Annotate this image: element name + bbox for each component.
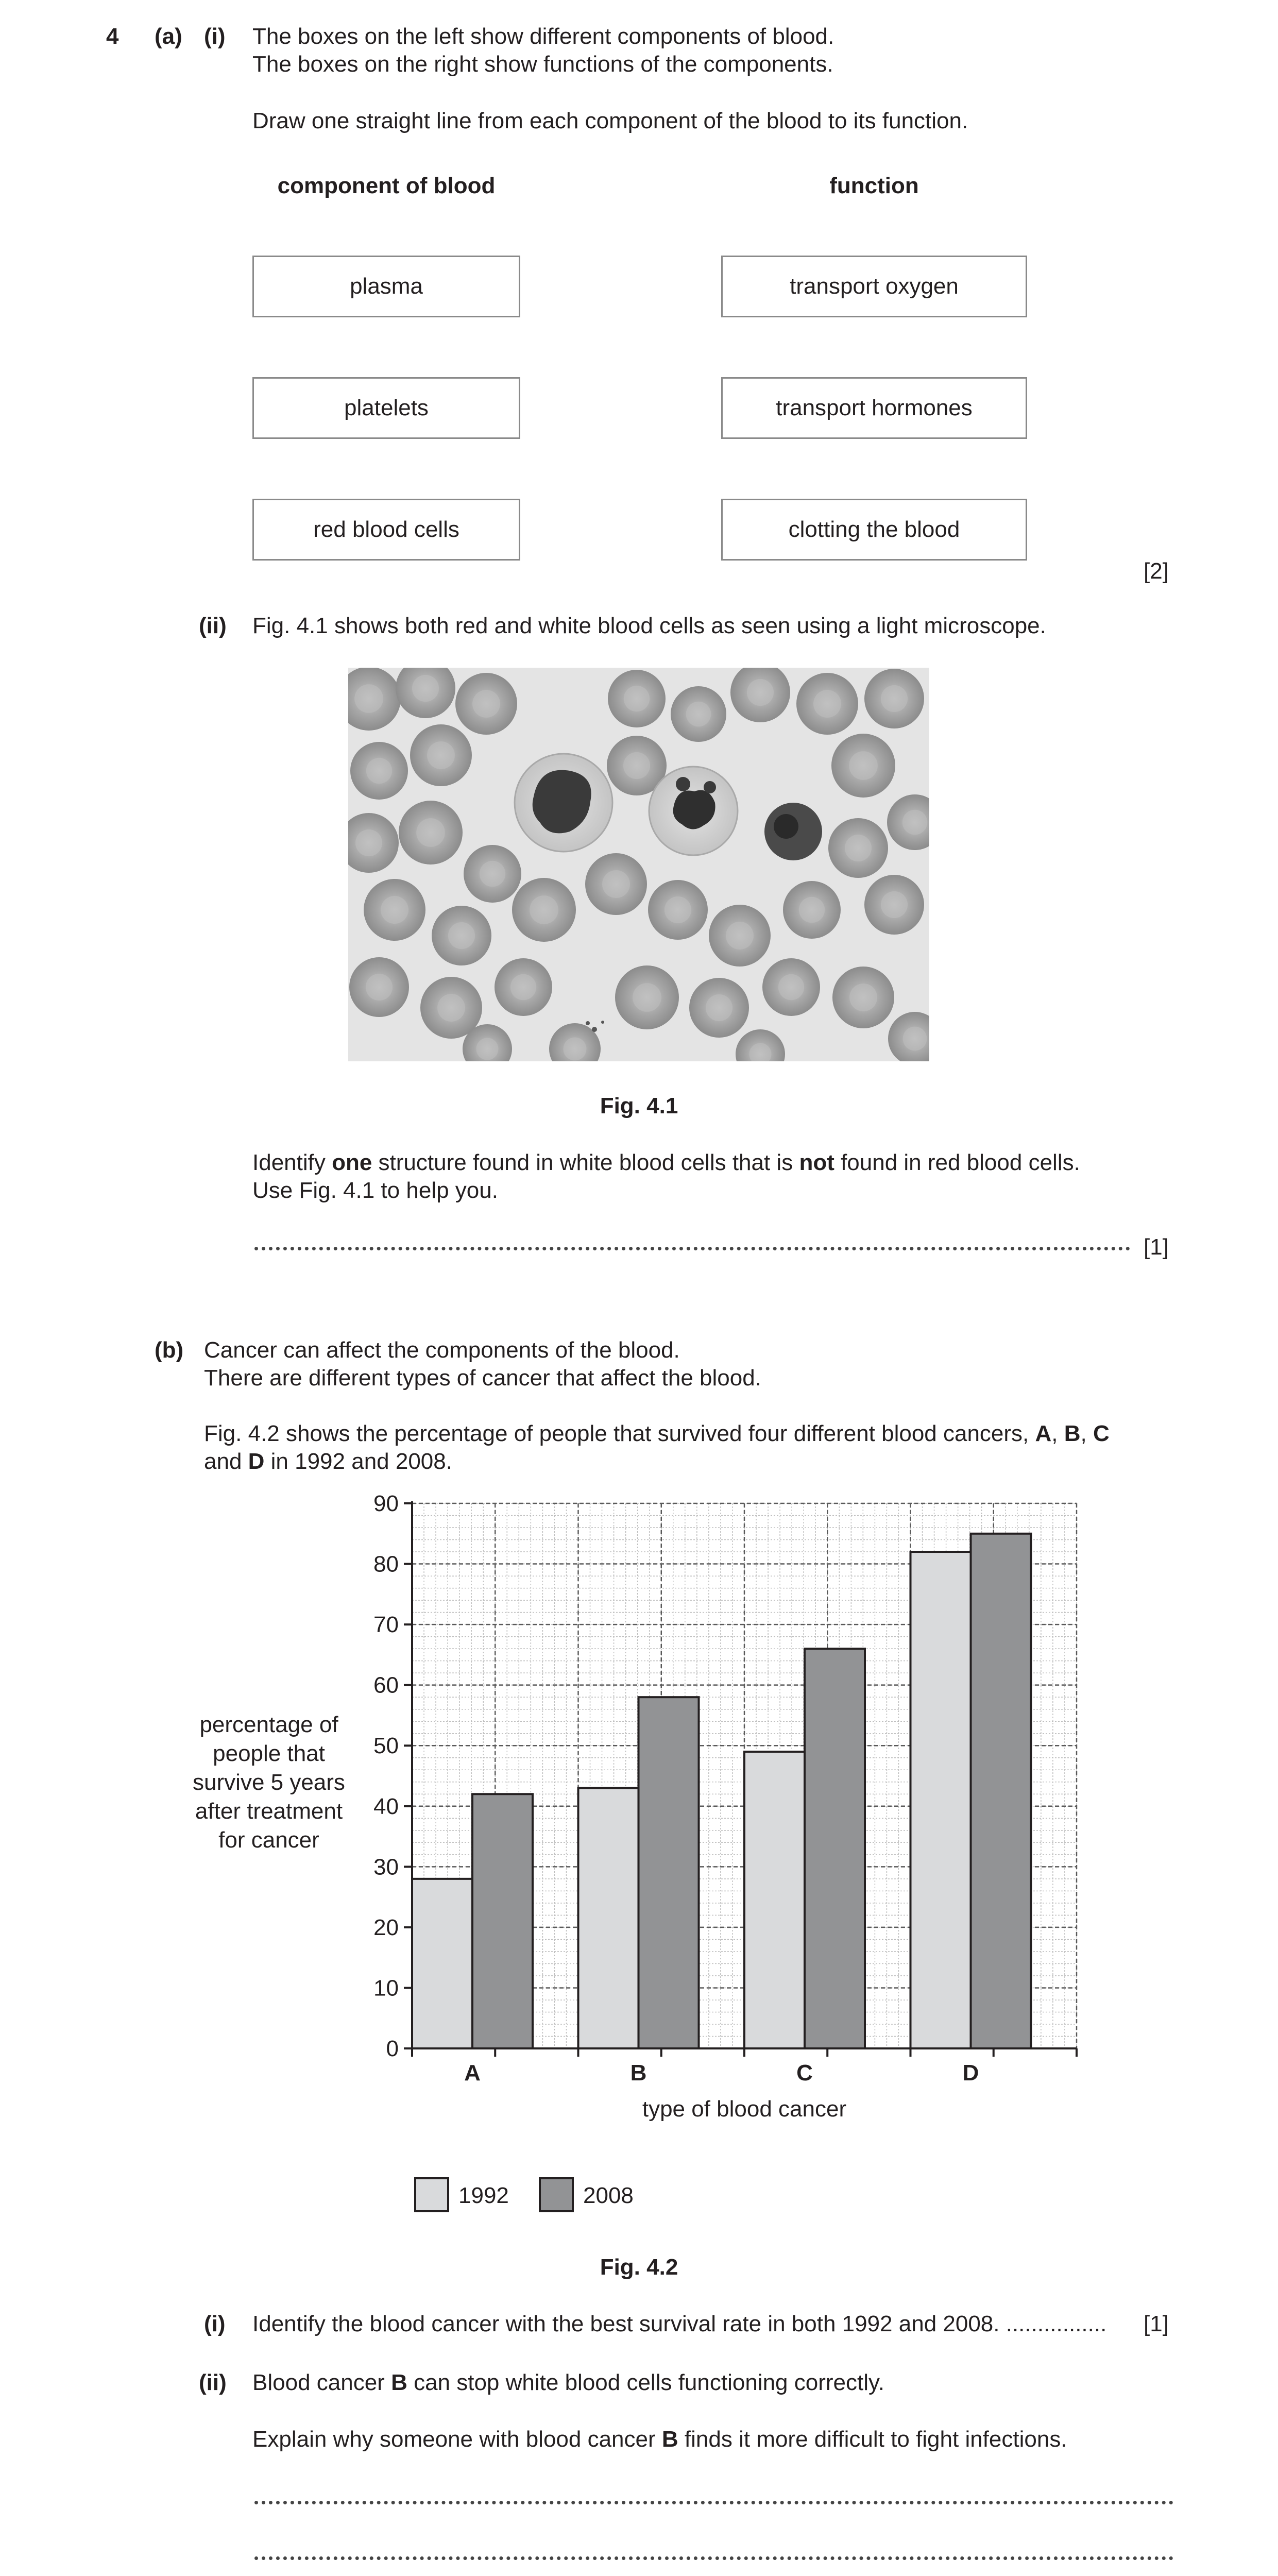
bar-A-2008 xyxy=(472,1794,533,2048)
fig-4-1-caption: Fig. 4.1 xyxy=(600,1093,678,1118)
legend-label-1992: 1992 xyxy=(458,2183,509,2208)
red-blood-cell-centre xyxy=(448,922,475,949)
red-blood-cell-centre xyxy=(903,1027,927,1051)
red-blood-cell-centre xyxy=(480,861,505,887)
red-blood-cell-centre xyxy=(381,896,408,924)
legend-swatch-2008 xyxy=(540,2178,573,2211)
bar-B-1992 xyxy=(578,1788,639,2048)
red-blood-cell-centre xyxy=(849,984,877,1011)
bar-B-2008 xyxy=(639,1697,699,2048)
question-number: 4 xyxy=(106,24,119,49)
bar-D-1992 xyxy=(911,1552,971,2048)
a-ii-intro: Fig. 4.1 shows both red and white blood cells as seen using a light microscope. xyxy=(252,613,1046,638)
answer-line-b-ii-1[interactable] xyxy=(254,2501,1173,2504)
marks-a-i: [2] xyxy=(1144,558,1169,584)
red-blood-cell-centre xyxy=(366,974,393,1001)
marks-b-i: [1] xyxy=(1144,2311,1169,2336)
function-box-transport-hormones[interactable]: transport hormones xyxy=(721,377,1027,439)
y-axis-title-line: after treatment xyxy=(195,1799,343,1824)
red-blood-cell-centre xyxy=(602,870,630,898)
survival-bar-chart xyxy=(0,1484,1278,2576)
red-blood-cell-centre xyxy=(510,974,536,1000)
bar-A-1992 xyxy=(412,1879,472,2048)
y-tick-label-80: 80 xyxy=(373,1551,399,1577)
red-blood-cell-centre xyxy=(412,675,439,702)
blood-cells-micrograph xyxy=(348,668,929,1061)
red-blood-cell-centre xyxy=(664,896,691,923)
x-tick-label-D: D xyxy=(962,2060,979,2086)
component-box-red-blood-cells[interactable]: red blood cells xyxy=(252,499,520,561)
part-a-i-label: (i) xyxy=(204,24,226,49)
b-line1: Cancer can affect the components of the blood. xyxy=(204,1337,680,1363)
a-ii-question: Identify one structure found in white blood cells that is not found in red blood cells. xyxy=(252,1150,1080,1175)
red-blood-cell-centre xyxy=(726,922,754,950)
b-fig-intro: Fig. 4.2 shows the percentage of people that survived four different blood cancers, A, B, C xyxy=(204,1421,1110,1446)
y-axis-title-line: survive 5 years xyxy=(193,1770,345,1795)
answer-line-b-ii-2[interactable] xyxy=(254,2556,1173,2560)
bar-C-1992 xyxy=(744,1752,805,2048)
red-blood-cell-centre xyxy=(564,1038,587,1061)
red-blood-cell-centre xyxy=(437,994,465,1022)
red-blood-cell-centre xyxy=(747,679,774,706)
red-blood-cell-centre xyxy=(706,994,732,1021)
red-blood-cell-centre xyxy=(416,818,445,847)
part-b-i-label: (i) xyxy=(204,2311,226,2336)
red-blood-cell-centre xyxy=(354,684,383,713)
y-axis-title-line: for cancer xyxy=(218,1827,319,1853)
red-blood-cell-centre xyxy=(813,690,841,718)
red-blood-cell-centre xyxy=(427,741,455,769)
y-tick-label-70: 70 xyxy=(373,1612,399,1638)
red-blood-cell-centre xyxy=(881,891,908,918)
fig-4-2-caption: Fig. 4.2 xyxy=(600,2255,678,2280)
y-axis-title-line: people that xyxy=(213,1741,325,1766)
function-box-clotting-the-blood[interactable]: clotting the blood xyxy=(721,499,1027,561)
y-tick-label-30: 30 xyxy=(373,1854,399,1880)
marks-a-ii: [1] xyxy=(1144,1234,1169,1260)
a-i-line1: The boxes on the left show different components of blood. xyxy=(252,24,834,49)
function-heading: function xyxy=(829,173,919,198)
red-blood-cell-centre xyxy=(624,686,650,711)
function-box-transport-oxygen[interactable]: transport oxygen xyxy=(721,256,1027,317)
red-blood-cell-centre xyxy=(849,751,878,780)
part-b-ii-label: (ii) xyxy=(199,2370,227,2395)
y-axis-title-line: percentage of xyxy=(199,1712,338,1737)
red-blood-cell-centre xyxy=(799,897,825,923)
red-blood-cell-centre xyxy=(902,810,928,835)
y-tick-label-60: 60 xyxy=(373,1672,399,1698)
red-blood-cell-centre xyxy=(686,702,711,727)
x-tick-label-C: C xyxy=(796,2060,813,2086)
part-a-ii-label: (ii) xyxy=(199,613,227,638)
red-blood-cell-centre xyxy=(778,974,804,1000)
part-b-label: (b) xyxy=(155,1337,184,1363)
red-blood-cell-centre xyxy=(366,758,392,784)
b-i-text: Identify the blood cancer with the best survival rate in both 1992 and 2008. ................ xyxy=(252,2311,1107,2336)
red-blood-cell-centre xyxy=(355,829,382,856)
bar-D-2008 xyxy=(971,1534,1031,2048)
a-i-line2: The boxes on the right show functions of the components. xyxy=(252,52,833,77)
b-line2: There are different types of cancer that affect the blood. xyxy=(204,1365,761,1391)
x-tick-label-B: B xyxy=(630,2060,647,2086)
b-fig-intro-line2: and D in 1992 and 2008. xyxy=(204,1449,452,1474)
y-tick-label-0: 0 xyxy=(386,2036,399,2061)
y-tick-label-40: 40 xyxy=(373,1793,399,1819)
a-ii-question-line2: Use Fig. 4.1 to help you. xyxy=(252,1178,498,1203)
red-blood-cell-centre xyxy=(881,685,908,712)
red-blood-cell-centre xyxy=(530,895,558,924)
y-tick-label-10: 10 xyxy=(373,1975,399,2001)
legend-swatch-1992 xyxy=(415,2178,448,2211)
component-heading: component of blood xyxy=(277,173,496,198)
red-blood-cell-centre xyxy=(633,983,661,1012)
component-box-plasma[interactable]: plasma xyxy=(252,256,520,317)
bar-C-2008 xyxy=(805,1649,865,2048)
y-tick-label-50: 50 xyxy=(373,1733,399,1759)
red-blood-cell-centre xyxy=(472,690,500,718)
component-box-platelets[interactable]: platelets xyxy=(252,377,520,439)
y-tick-label-20: 20 xyxy=(373,1914,399,1940)
red-blood-cell-centre xyxy=(476,1038,498,1060)
y-tick-label-90: 90 xyxy=(373,1491,399,1516)
b-ii-explain: Explain why someone with blood cancer B finds it more difficult to fight infections. xyxy=(252,2427,1067,2452)
red-blood-cell-centre xyxy=(623,752,650,779)
legend-label-2008: 2008 xyxy=(583,2183,634,2208)
answer-line-a-ii[interactable] xyxy=(254,1247,1130,1250)
red-blood-cell-centre xyxy=(845,835,872,861)
x-tick-label-A: A xyxy=(464,2060,481,2086)
part-a-label: (a) xyxy=(155,24,182,49)
x-axis-title: type of blood cancer xyxy=(642,2096,847,2122)
a-i-instruction: Draw one straight line from each component of the blood to its function. xyxy=(252,108,968,133)
b-ii-text: Blood cancer B can stop white blood cells functioning correctly. xyxy=(252,2370,884,2395)
